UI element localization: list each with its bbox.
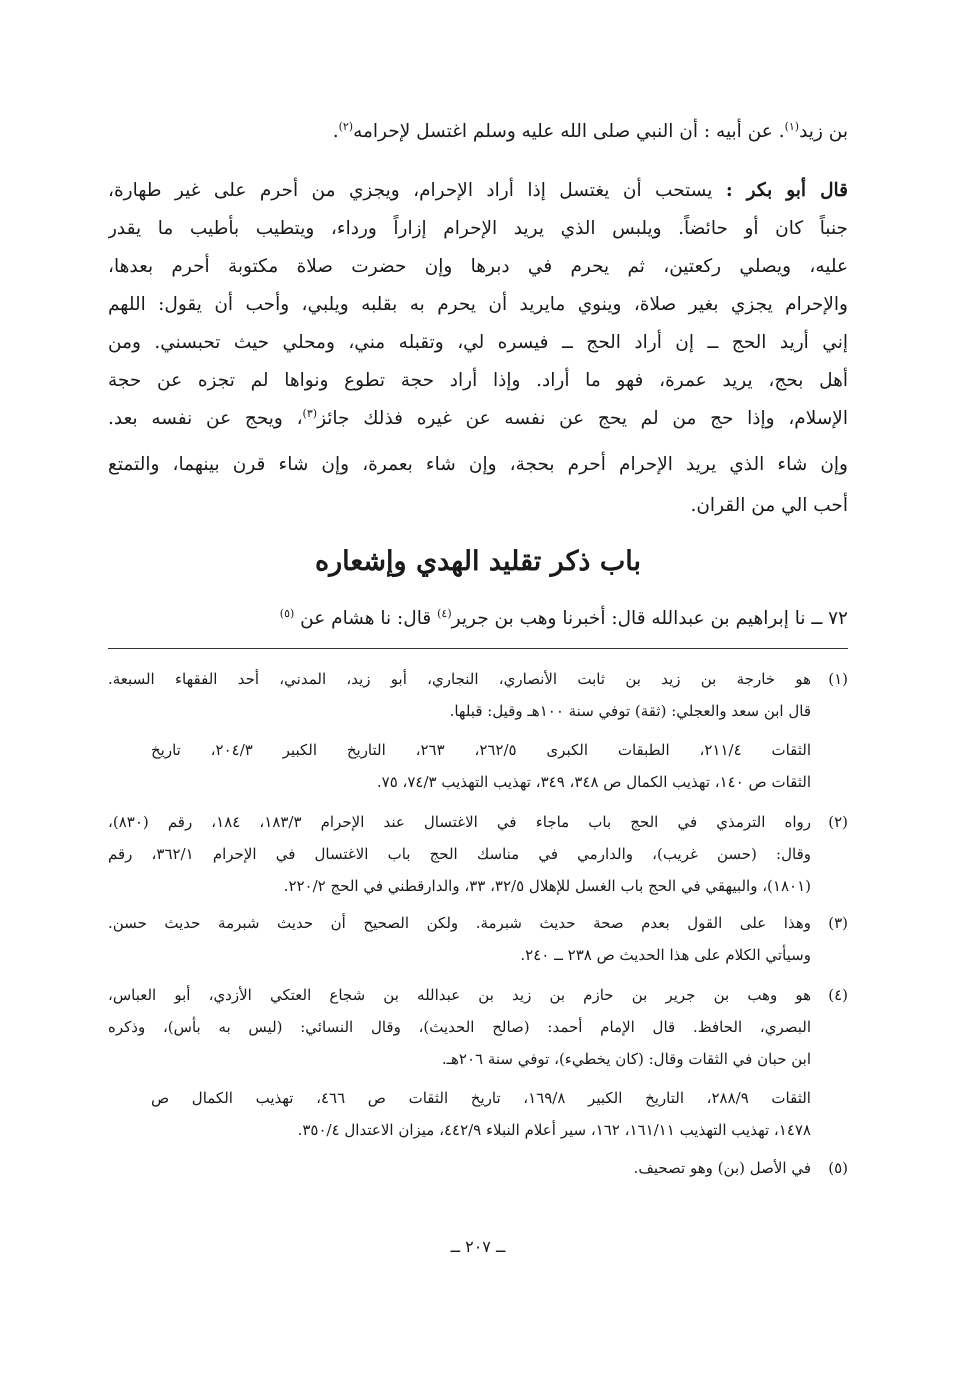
footnote-ref-4: (٤) (437, 606, 452, 620)
footnote-1-number: (١) (828, 670, 848, 688)
footnote-4-line-5: ١٤٧٨، تهذيب التهذيب ١٦١/١١، ١٦٢، سير أعلام النبلاء ٤٤٢/٩، ميزان الاعتدال ٣٥٠/٤. (297, 1121, 811, 1139)
footnote-4-number: (٤) (828, 986, 848, 1004)
footnote-ref-1: (١) (784, 119, 800, 133)
footnote-2-number: (٢) (828, 813, 848, 831)
footnote-3-line-2: وسيأتي الكلام على هذا الحديث ص ٢٣٨ ــ ٢٤٠. (520, 946, 811, 964)
footnote-4-line-1: هو وهب بن جرير بن حازم بن زيد بن عبدالله بن شجاع العتكي الأزدي، أبو العباس، (108, 986, 811, 1004)
footnote-2-line-3: (١٨٠١)، والبيهقي في الحج باب الغسل للإهلال ٣٢/٥، ٣٣، والدارقطني في الحج ٢٢٠/٢. (283, 877, 811, 895)
paragraph-line-1 (108, 172, 848, 210)
footnote-ref-5: (٥) (279, 606, 295, 620)
hadith-text-2: قال: نا هشام عن (294, 608, 438, 629)
paragraph-line-6: أهل بحج، يريد عمرة، فهو ما أراد. وإذا أراد حجة تطوع ونواها لم تجزه عن حجة (108, 370, 848, 391)
paragraph-lead: قال أبو بكر : (725, 180, 848, 201)
intro-text-2: . عن أبيه : أن النبي صلى الله عليه وسلم اغتسل لإحرامه (353, 121, 785, 142)
footnote-2-line-1: رواه الترمذي في الحج باب ماجاء في الاغتسال عند الإحرام ١٨٣/٣، ١٨٤، رقم (٨٣٠)، (108, 813, 811, 831)
paragraph-line-3: عليه، ويصلي ركعتين، ثم يحرم في دبرها وإن حضرت صلاة مكتوبة أحرم بعدها، (108, 256, 848, 277)
footnote-5-number: (٥) (828, 1159, 848, 1177)
footnote-4-line-3: ابن حبان في الثقات وقال: (كان يخطيء)، توفي سنة ٢٠٦هـ. (441, 1050, 811, 1068)
footnote-1-line-1: هو خارجة بن زيد بن ثابت الأنصاري، النجاري، أبو زيد، المدني، أحد الفقهاء السبعة. (108, 670, 811, 688)
paragraph-line-7 (108, 400, 848, 438)
footnote-4-line-4: الثقات ٢٨٨/٩، التاريخ الكبير ١٦٩/٨، تاريخ الثقات ص ٤٦٦، تهذيب الكمال ص (151, 1089, 811, 1107)
footnote-1-line-4: الثقات ص ١٤٠، تهذيب الكمال ص ٣٤٨، ٣٤٩، تهذيب التهذيب ٧٤/٣، ٧٥. (376, 773, 811, 791)
intro-line (108, 113, 848, 151)
paragraph-line-1-text: يستحب أن يغتسل إذا أراد الإحرام، ويجزي من أحرم على غير طهارة، (108, 180, 726, 201)
footnote-divider (108, 648, 848, 649)
paragraph-line-8: وإن شاء الذي يريد الإحرام أحرم بحجة، وإن شاء بعمرة، وإن شاء قرن بينهما، والتمتع (108, 454, 848, 475)
intro-end: . (332, 121, 339, 142)
paragraph-line-7a: الإسلام، وإذا حج من لم يحج عن نفسه عن غيره فذلك جائز (317, 408, 848, 429)
hadith-line (108, 600, 848, 638)
paragraph-line-7b: ، ويحج عن نفسه بعد. (108, 408, 303, 429)
footnote-4-line-2: البصري، الحافظ. قال الإمام أحمد: (صالح الحديث)، وقال النسائي: (ليس به بأس)، وذكره (108, 1018, 811, 1036)
footnote-3-number: (٣) (828, 914, 848, 932)
paragraph-line-9: أحب الي من القران. (690, 495, 848, 516)
footnote-5-line-1: في الأصل (بن) وهو تصحيف. (633, 1159, 811, 1177)
footnote-ref-2: (٢) (338, 119, 354, 133)
footnote-3-line-1: وهذا على القول بعدم صحة حديث شبرمة. ولكن الصحيح أن حديث شبرمة حديث حسن. (108, 914, 811, 932)
footnote-ref-3: (٣) (302, 406, 318, 420)
footnote-2-line-2: وقال: (حسن غريب)، والدارمي في مناسك الحج باب الاغتسال في الإحرام ٣٦٢/١، رقم (108, 845, 811, 863)
section-heading: باب ذكر تقليد الهدي وإشعاره (314, 546, 642, 577)
hadith-text-1: ٧٢ ــ نا إبراهيم بن عبدالله قال: أخبرنا وهب بن جرير (451, 608, 848, 629)
intro-text: بن زيد (799, 121, 848, 142)
paragraph-line-2: جنباً كان أو حائضاً. ويلبس الذي يريد الإحرام إزاراً ورداء، ويتطيب بأطيب ما يقدر (108, 218, 848, 239)
page-number: ــ ٢٠٧ ــ (450, 1237, 506, 1256)
paragraph-line-4: والإحرام يجزي بغير صلاة، وينوي مايريد أن يحرم به بقلبه ويلبي، وأحب أن يقول: اللهم (108, 294, 848, 315)
footnote-1-line-3: الثقات ٢١١/٤، الطبقات الكبرى ٢٦٢/٥، ٢٦٣، التاريخ الكبير ٢٠٤/٣، تاريخ (151, 741, 811, 759)
paragraph-line-5: إني أريد الحج ــ إن أراد الحج ــ فيسره لي، وتقبله مني، ومحلي حيث تحبسني. ومن (108, 332, 848, 353)
footnote-1-line-2: قال ابن سعد والعجلي: (ثقة) توفي سنة ١٠٠هـ وقيل: قبلها. (449, 702, 811, 720)
